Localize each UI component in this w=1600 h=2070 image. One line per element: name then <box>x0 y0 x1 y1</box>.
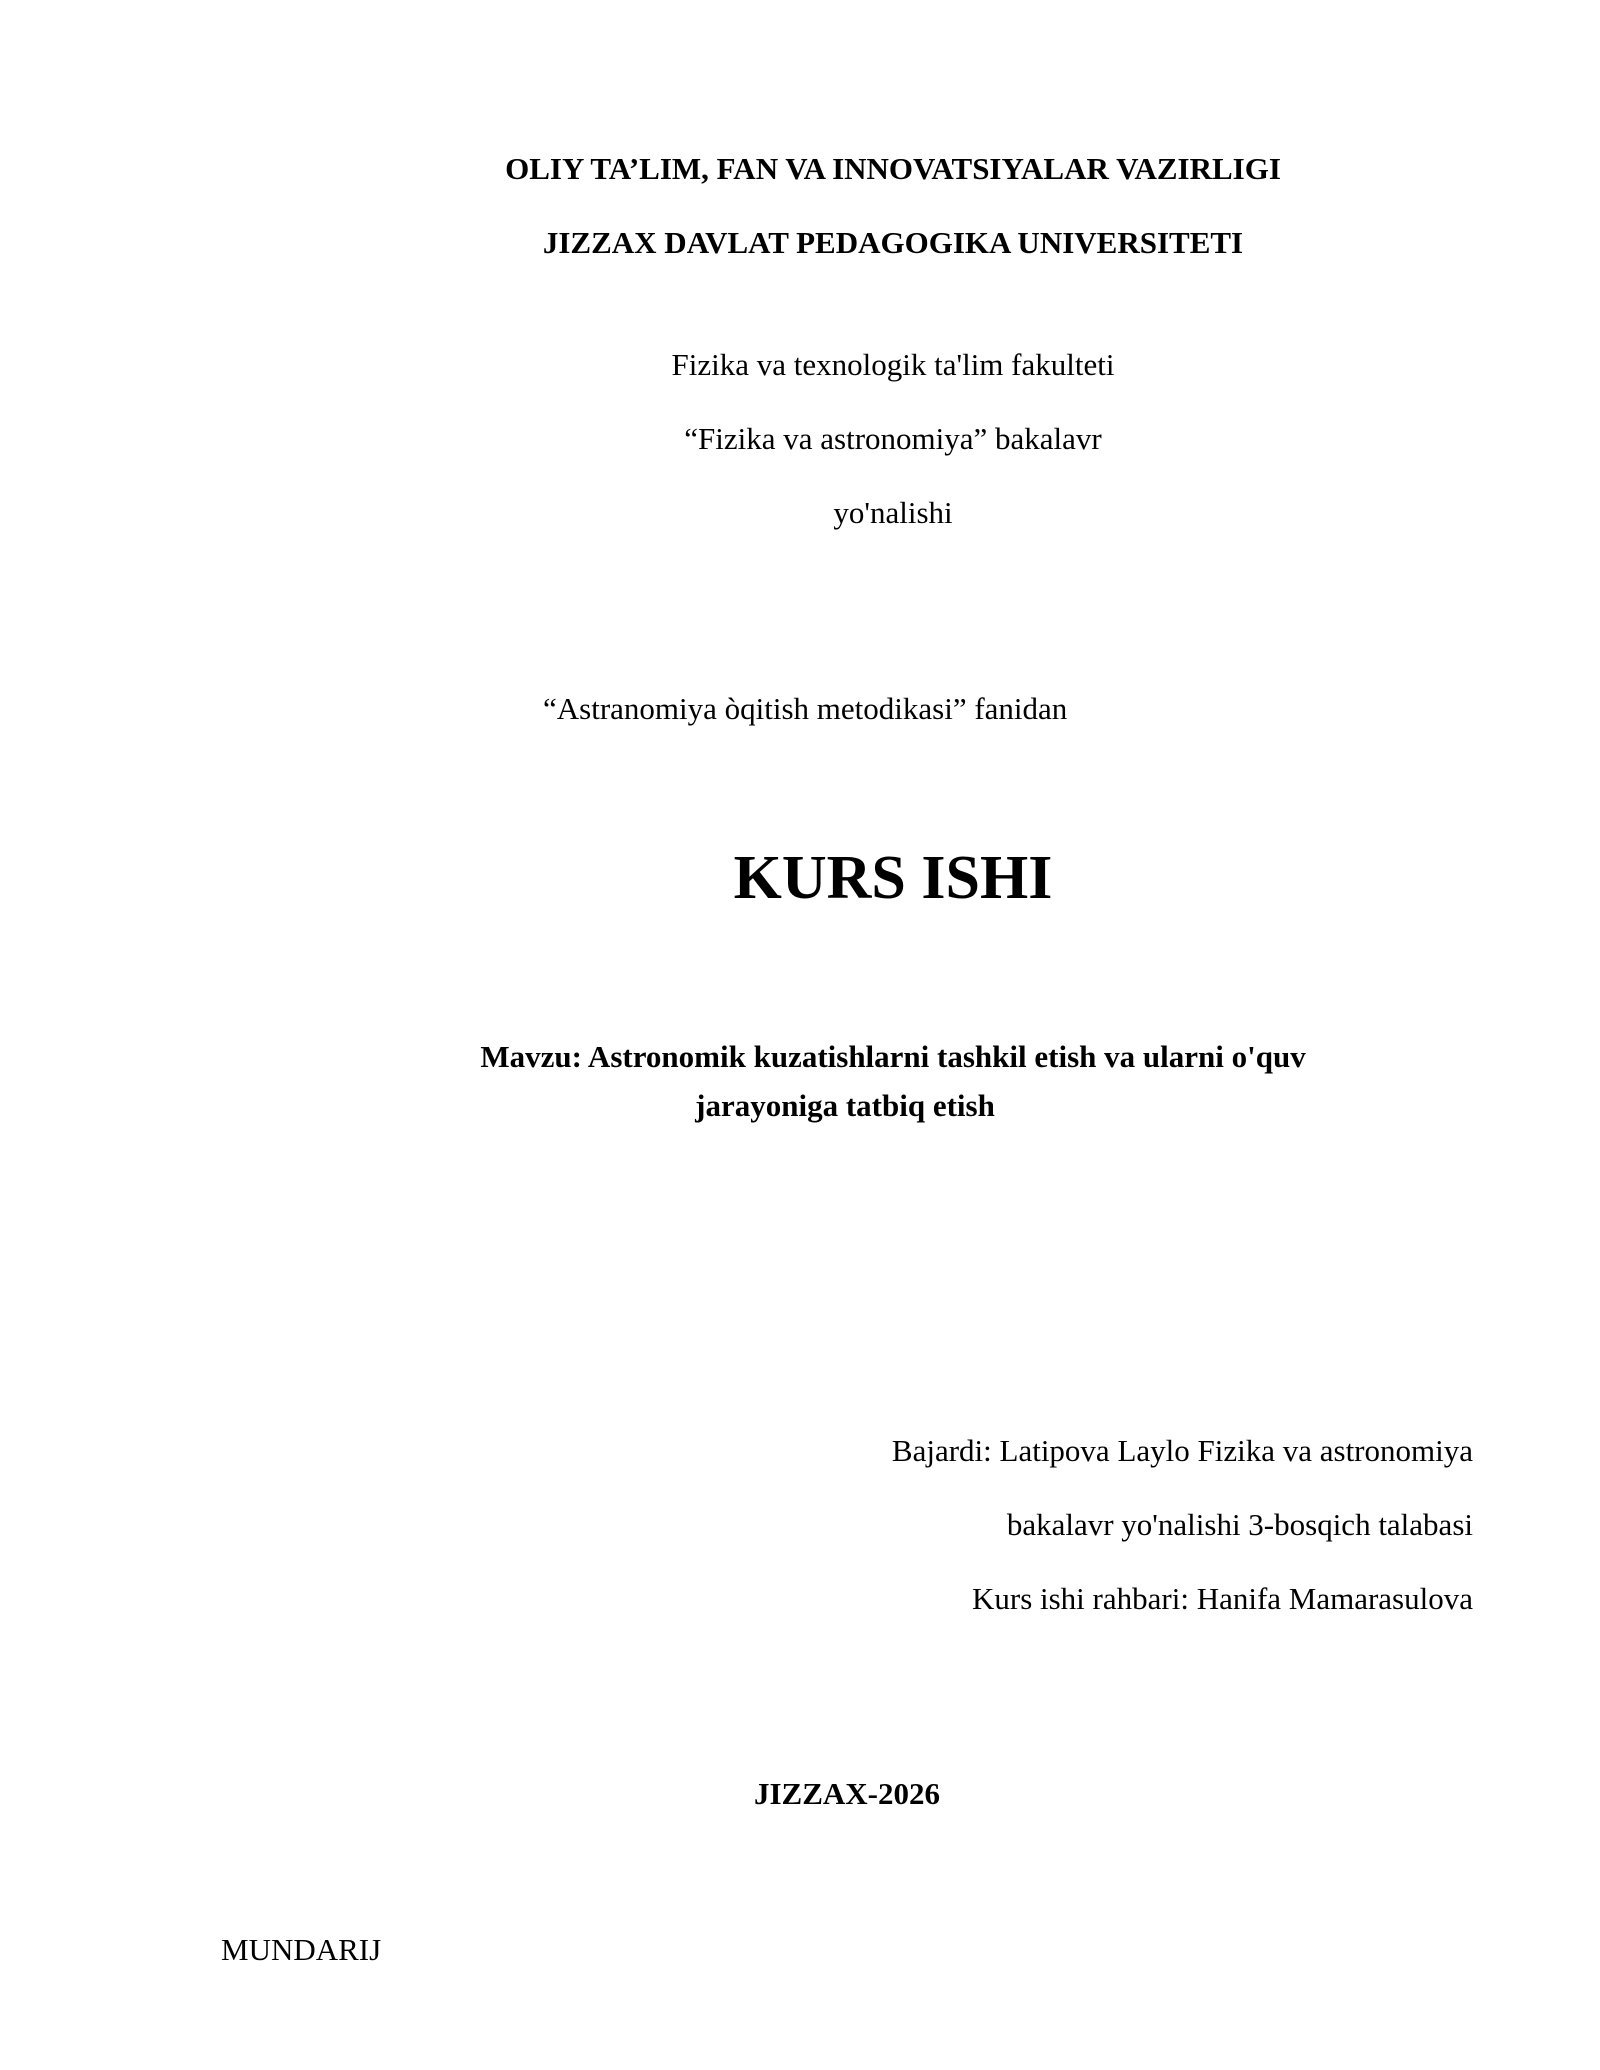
topic-line-1: Mavzu: Astronomik kuzatishlarni tashkil etish va ularni o'quv <box>480 1039 1306 1074</box>
author-status: bakalavr yo'nalishi 3-bosqich talabasi <box>1006 1507 1473 1542</box>
subject-line: “Astranomiya òqitish metodikasi” fanidan <box>543 691 1068 726</box>
university-heading: JIZZAX DAVLAT PEDAGOGIKA UNIVERSITETI <box>542 225 1244 260</box>
author-line: Bajardi: Latipova Laylo Fizika va astronomiya <box>891 1433 1473 1468</box>
faculty-name: Fizika va texnologik ta'lim fakulteti <box>671 347 1115 382</box>
document-title: KURS ISHI <box>733 844 1053 912</box>
program-direction: yo'nalishi <box>833 495 953 530</box>
program-name: “Fizika va astronomiya” bakalavr <box>684 421 1102 456</box>
table-of-contents-heading: MUNDARIJ <box>221 1932 382 1967</box>
topic-line-2: jarayoniga tatbiq etish <box>695 1088 995 1123</box>
city-year: JIZZAX-2026 <box>753 1776 941 1811</box>
supervisor-line: Kurs ishi rahbari: Hanifa Mamarasulova <box>971 1581 1473 1616</box>
ministry-heading: OLIY TA’LIM, FAN VA INNOVATSIYALAR VAZIRLIGI <box>505 151 1281 186</box>
